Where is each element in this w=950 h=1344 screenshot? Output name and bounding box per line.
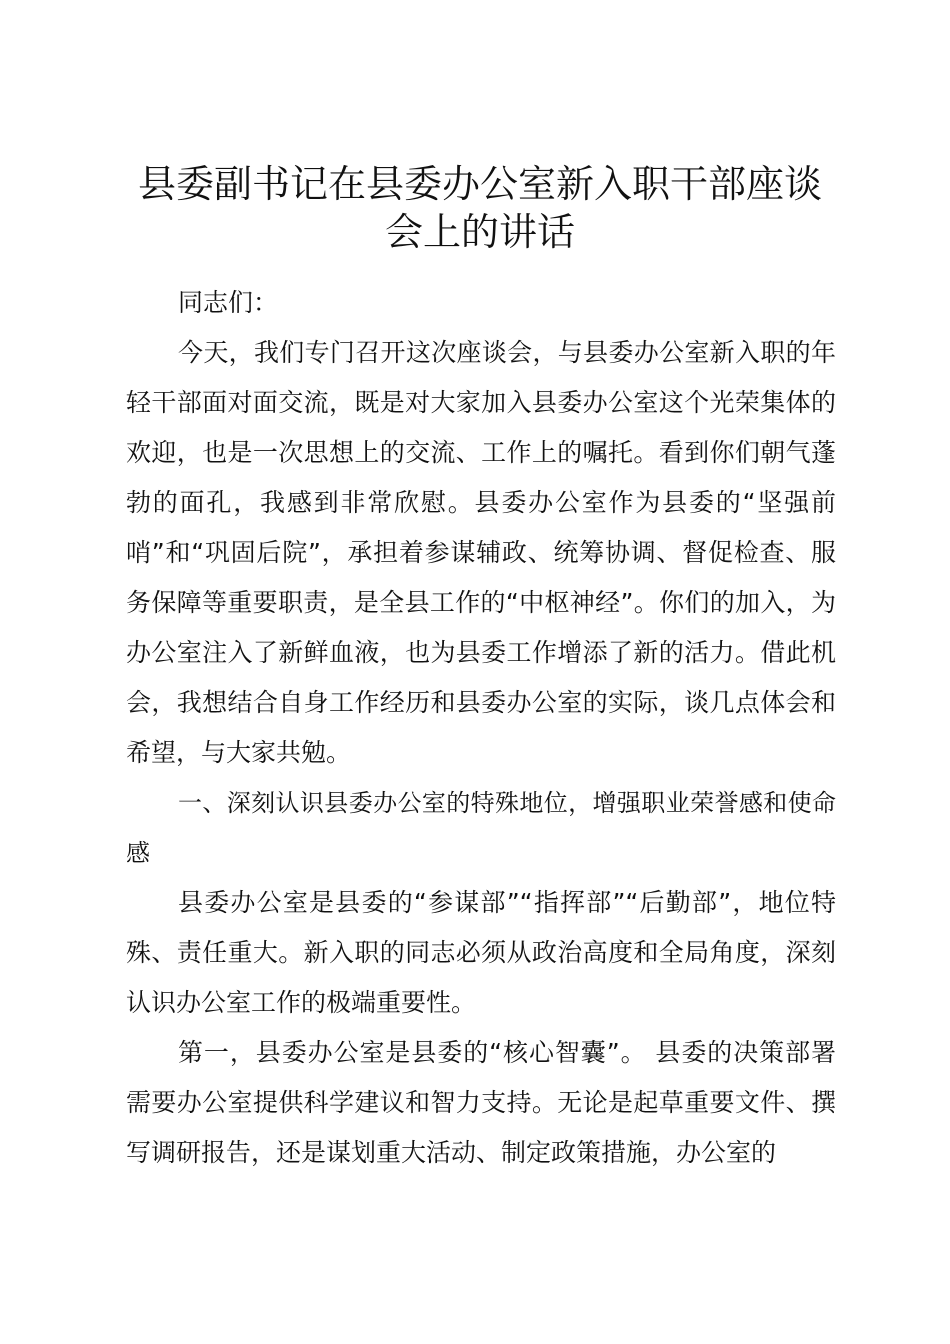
- greeting-line: 同志们：: [178, 288, 279, 317]
- section-heading-one: 一、深刻认识县委办公室的特殊地位，增强职业荣誉感和使命感: [126, 789, 836, 867]
- paragraph-point-one: 第一，县委办公室是县委的“核心智囊”。 县委的决策部署需要办公室提供科学建议和智力支持。无论是起草重要文件、撰写调研报告，还是谋划重大活动、制定政策措施，办公室的: [126, 1038, 836, 1167]
- document-title: 县委副书记在县委办公室新入职干部座谈会上的讲话: [137, 162, 822, 254]
- document-body: [126, 278, 836, 1178]
- paragraph-intro: 今天，我们专门召开这次座谈会，与县委办公室新入职的年轻干部面对面交流，既是对大家加入县委办公室这个光荣集体的欢迎，也是一次思想上的交流、工作上的嘱托。看到你们朝气蓬勃的面孔，我感到非常欣慰。县委办公室作为县委的“坚强前哨”和“巩固后院”，承担着参谋辅政、统筹协调、督促检查、服务保障等重要职责，是全县工作的“中枢神经”。你们的加入，为办公室注入了新鲜血液，也为县委工作增添了新的活力。借此机会，我想结合自身工作经历和县委办公室的实际，谈几点体会和希望，与大家共勉。: [126, 338, 836, 767]
- paragraph-section-one: 县委办公室是县委的“参谋部”“指挥部”“后勤部”，地位特殊、责任重大。新入职的同志必须从政治高度和全局角度，深刻认识办公室工作的极端重要性。: [126, 888, 836, 1017]
